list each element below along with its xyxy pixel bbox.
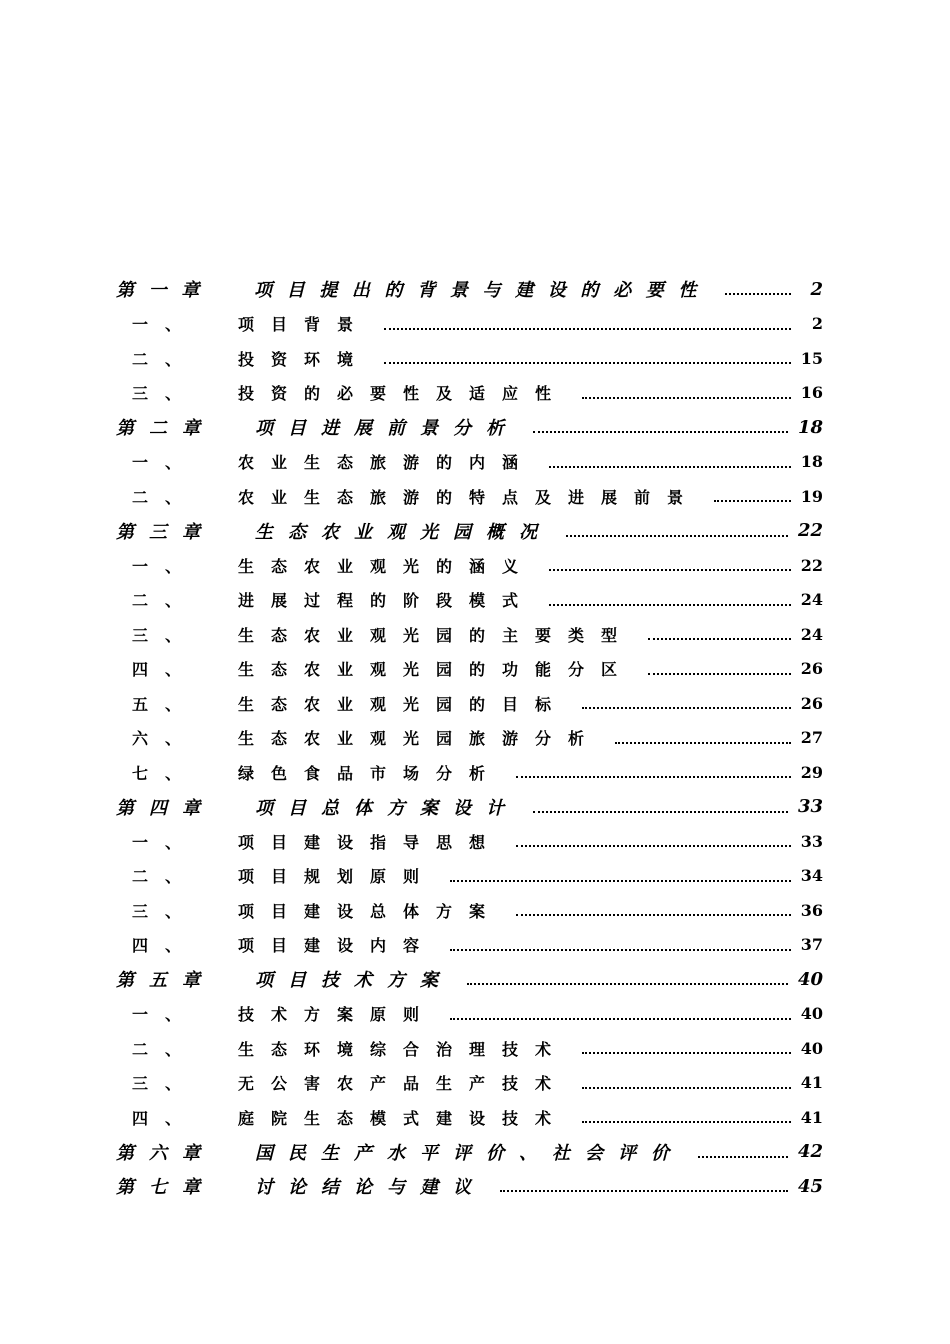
toc-entry-text: 项目背景 [238,315,371,334]
toc-entry-title [132,450,535,473]
toc-entry-number: 一、 [132,832,199,852]
toc-entry-title [116,794,519,820]
toc-dot-leader [582,1119,791,1123]
toc-dot-leader [450,878,791,882]
toc-page-number: 36 [800,900,823,920]
toc-entry-title [132,864,436,887]
toc-page-number: 40 [800,1038,823,1058]
toc-page-number: 19 [800,486,823,506]
toc-dot-leader [516,774,791,778]
toc-entry-title [116,414,519,440]
toc-entry-text: 投资的必要性及适应性 [238,384,569,403]
toc-entry-number: 三、 [132,1074,199,1093]
toc-page-number: 15 [800,348,823,368]
toc-dot-leader [648,636,791,640]
toc-dot-leader [698,1154,788,1158]
toc-page-number: 22 [800,555,823,575]
toc-page-number: 29 [800,762,823,782]
toc-entry-number: 四、 [132,936,199,955]
toc-entry-number: 第四章 [116,797,215,819]
toc-chapter-entry[interactable] [116,1171,823,1201]
toc-dot-leader [549,464,791,468]
toc-entry-title [132,623,634,646]
toc-entry-text: 无公害农产品生产技术 [238,1074,569,1093]
toc-page-number: 22 [797,520,823,541]
toc-page-number: 18 [800,452,823,471]
toc-page-number: 37 [800,935,823,954]
toc-section-entry[interactable] [132,861,823,891]
toc-entry-title [132,347,370,370]
toc-page-number: 42 [797,1141,823,1162]
toc-section-entry[interactable] [132,688,823,718]
toc-entry-number: 第六章 [116,1142,215,1164]
toc-dot-leader [582,705,791,709]
toc-chapter-entry[interactable] [116,792,823,822]
toc-dot-leader [714,498,791,502]
toc-dot-leader [384,360,791,364]
toc-page-number: 33 [800,831,823,851]
toc-section-entry[interactable] [132,378,823,408]
toc-dot-leader [533,429,788,433]
toc-entry-number: 第一章 [116,280,214,301]
toc-entry-text: 项目建设指导思想 [238,832,503,852]
toc-entry-title [132,1002,436,1025]
toc-entry-title [132,554,535,577]
toc-entry-title [132,1037,568,1060]
toc-entry-title [132,726,601,749]
toc-entry-number: 第五章 [116,970,215,991]
toc-page-number: 2 [810,278,823,300]
toc-entry-title [116,1139,684,1165]
toc-dot-leader [516,912,791,916]
toc-chapter-entry[interactable] [116,1137,823,1167]
toc-entry-number: 六、 [132,729,199,748]
toc-entry-text: 项目规划原则 [238,867,437,886]
toc-page-number: 41 [800,1107,823,1127]
toc-entry-number: 三、 [132,901,199,921]
toc-entry-title [132,1106,568,1129]
toc-section-entry[interactable] [132,447,823,477]
toc-entry-number: 一、 [132,315,199,334]
toc-section-entry[interactable] [132,999,823,1029]
toc-entry-number: 三、 [132,625,199,645]
toc-section-entry[interactable] [132,619,823,649]
toc-page-number: 2 [811,314,823,333]
toc-entry-text: 生态农业观光园概况 [255,521,552,543]
toc-entry-title [116,1173,486,1199]
toc-entry-text: 投资环境 [238,349,371,369]
toc-dot-leader [549,567,791,571]
toc-entry-title [132,692,568,715]
toc-dot-leader [500,1188,788,1192]
toc-chapter-entry[interactable] [116,516,823,546]
toc-page-number: 33 [797,796,823,817]
toc-entry-number: 二、 [132,591,199,610]
toc-dot-leader [450,1016,791,1020]
toc-section-entry[interactable] [132,481,823,511]
toc-entry-text: 国民生产水平评价、社会评价 [255,1142,684,1164]
toc-entry-title [132,381,568,404]
toc-entry-text: 项目提出的背景与建设的必要性 [253,280,712,301]
toc-page-number: 16 [800,383,823,402]
toc-entry-number: 七、 [132,763,199,783]
toc-entry-number: 四、 [132,1108,199,1128]
toc-entry-number: 四、 [132,660,199,679]
toc-entry-number: 二、 [132,349,199,369]
toc-page-number: 18 [797,416,823,438]
toc-section-entry[interactable] [132,1033,823,1063]
toc-dot-leader [725,291,791,295]
toc-chapter-entry[interactable] [116,964,823,994]
toc-entry-number: 一、 [132,453,199,472]
toc-entry-number: 一、 [132,556,199,576]
toc-page-number: 45 [797,1175,823,1197]
toc-dot-leader [582,1050,791,1054]
toc-dot-leader [582,395,791,399]
toc-section-entry[interactable] [132,1068,823,1098]
toc-dot-leader [516,843,791,847]
toc-chapter-entry[interactable] [116,274,823,304]
toc-section-entry[interactable] [132,930,823,960]
toc-entry-number: 二、 [132,1039,199,1059]
toc-entry-title [132,485,700,508]
toc-dot-leader [582,1085,791,1089]
toc-section-entry[interactable] [132,654,823,684]
toc-dot-leader [648,671,791,675]
toc-entry-number: 第七章 [116,1177,215,1198]
toc-entry-text: 进展过程的阶段模式 [238,591,536,610]
toc-entry-number: 三、 [132,384,199,403]
toc-page-number: 24 [800,624,823,644]
toc-section-entry[interactable] [132,723,823,753]
toc-entry-title [116,966,453,992]
toc-entry-text: 生态农业观光园的目标 [238,694,569,714]
toc-dot-leader [450,947,791,951]
toc-entry-title [132,761,502,784]
toc-dot-leader [533,809,788,813]
toc-entry-title [132,1071,568,1094]
toc-entry-text: 农业生态旅游的特点及进展前景 [238,487,701,507]
toc-entry-text: 讨论结论与建议 [255,1177,486,1198]
toc-entry-text: 农业生态旅游的内涵 [238,453,536,472]
toc-entry-text: 项目建设内容 [238,936,437,955]
toc-entry-number: 一、 [132,1005,199,1024]
toc-entry-number: 五、 [132,694,199,714]
toc-entry-text: 生态环境综合治理技术 [238,1039,569,1059]
toc-dot-leader [615,740,791,744]
toc-entry-text: 项目建设总体方案 [238,901,503,921]
toc-dot-leader [384,326,791,330]
toc-entry-text: 生态农业观光园旅游分析 [238,729,602,748]
toc-entry-text: 技术方案原则 [238,1005,437,1024]
toc-section-entry[interactable] [132,550,823,580]
toc-entry-text: 生态农业观光园的主要类型 [238,625,635,645]
toc-entry-title [132,657,634,680]
toc-section-entry[interactable] [132,757,823,787]
toc-section-entry[interactable] [132,343,823,373]
toc-entry-title [132,588,535,611]
toc-page-number: 41 [800,1073,823,1092]
toc-page-number: 40 [797,968,823,990]
toc-entry-number: 二、 [132,867,199,886]
toc-entry-text: 项目技术方案 [255,970,453,991]
toc-entry-title [132,933,436,956]
toc-entry-title [132,899,502,922]
toc-entry-text: 生态农业观光的涵义 [238,556,536,576]
toc-section-entry[interactable] [132,895,823,925]
toc-section-entry[interactable] [132,309,823,339]
toc-dot-leader [549,602,791,606]
toc-page-number: 34 [800,866,823,885]
toc-page-number: 26 [800,693,823,713]
toc-entry-title [132,312,370,335]
toc-entry-text: 生态农业观光园的功能分区 [238,660,635,679]
toc-entry-text: 项目进展前景分析 [255,418,519,439]
toc-page-number: 40 [800,1004,823,1023]
toc-chapter-entry[interactable] [116,412,823,442]
toc-entry-number: 二、 [132,487,199,507]
toc-section-entry[interactable] [132,1102,823,1132]
toc-entry-title [132,830,502,853]
toc-page-number: 27 [800,728,823,747]
toc-dot-leader [467,981,788,985]
toc-entry-title [116,276,711,302]
toc-page-number: 24 [800,590,823,609]
toc-page-number: 26 [800,659,823,678]
toc-section-entry[interactable] [132,826,823,856]
toc-section-entry[interactable] [132,585,823,615]
toc-entry-text: 庭院生态模式建设技术 [238,1108,569,1128]
toc-entry-number: 第二章 [116,418,215,439]
toc-entry-number: 第三章 [116,521,215,543]
toc-entry-text: 绿色食品市场分析 [238,763,503,783]
toc-dot-leader [566,533,788,537]
toc-entry-title [116,518,552,544]
toc-entry-text: 项目总体方案设计 [255,797,519,819]
